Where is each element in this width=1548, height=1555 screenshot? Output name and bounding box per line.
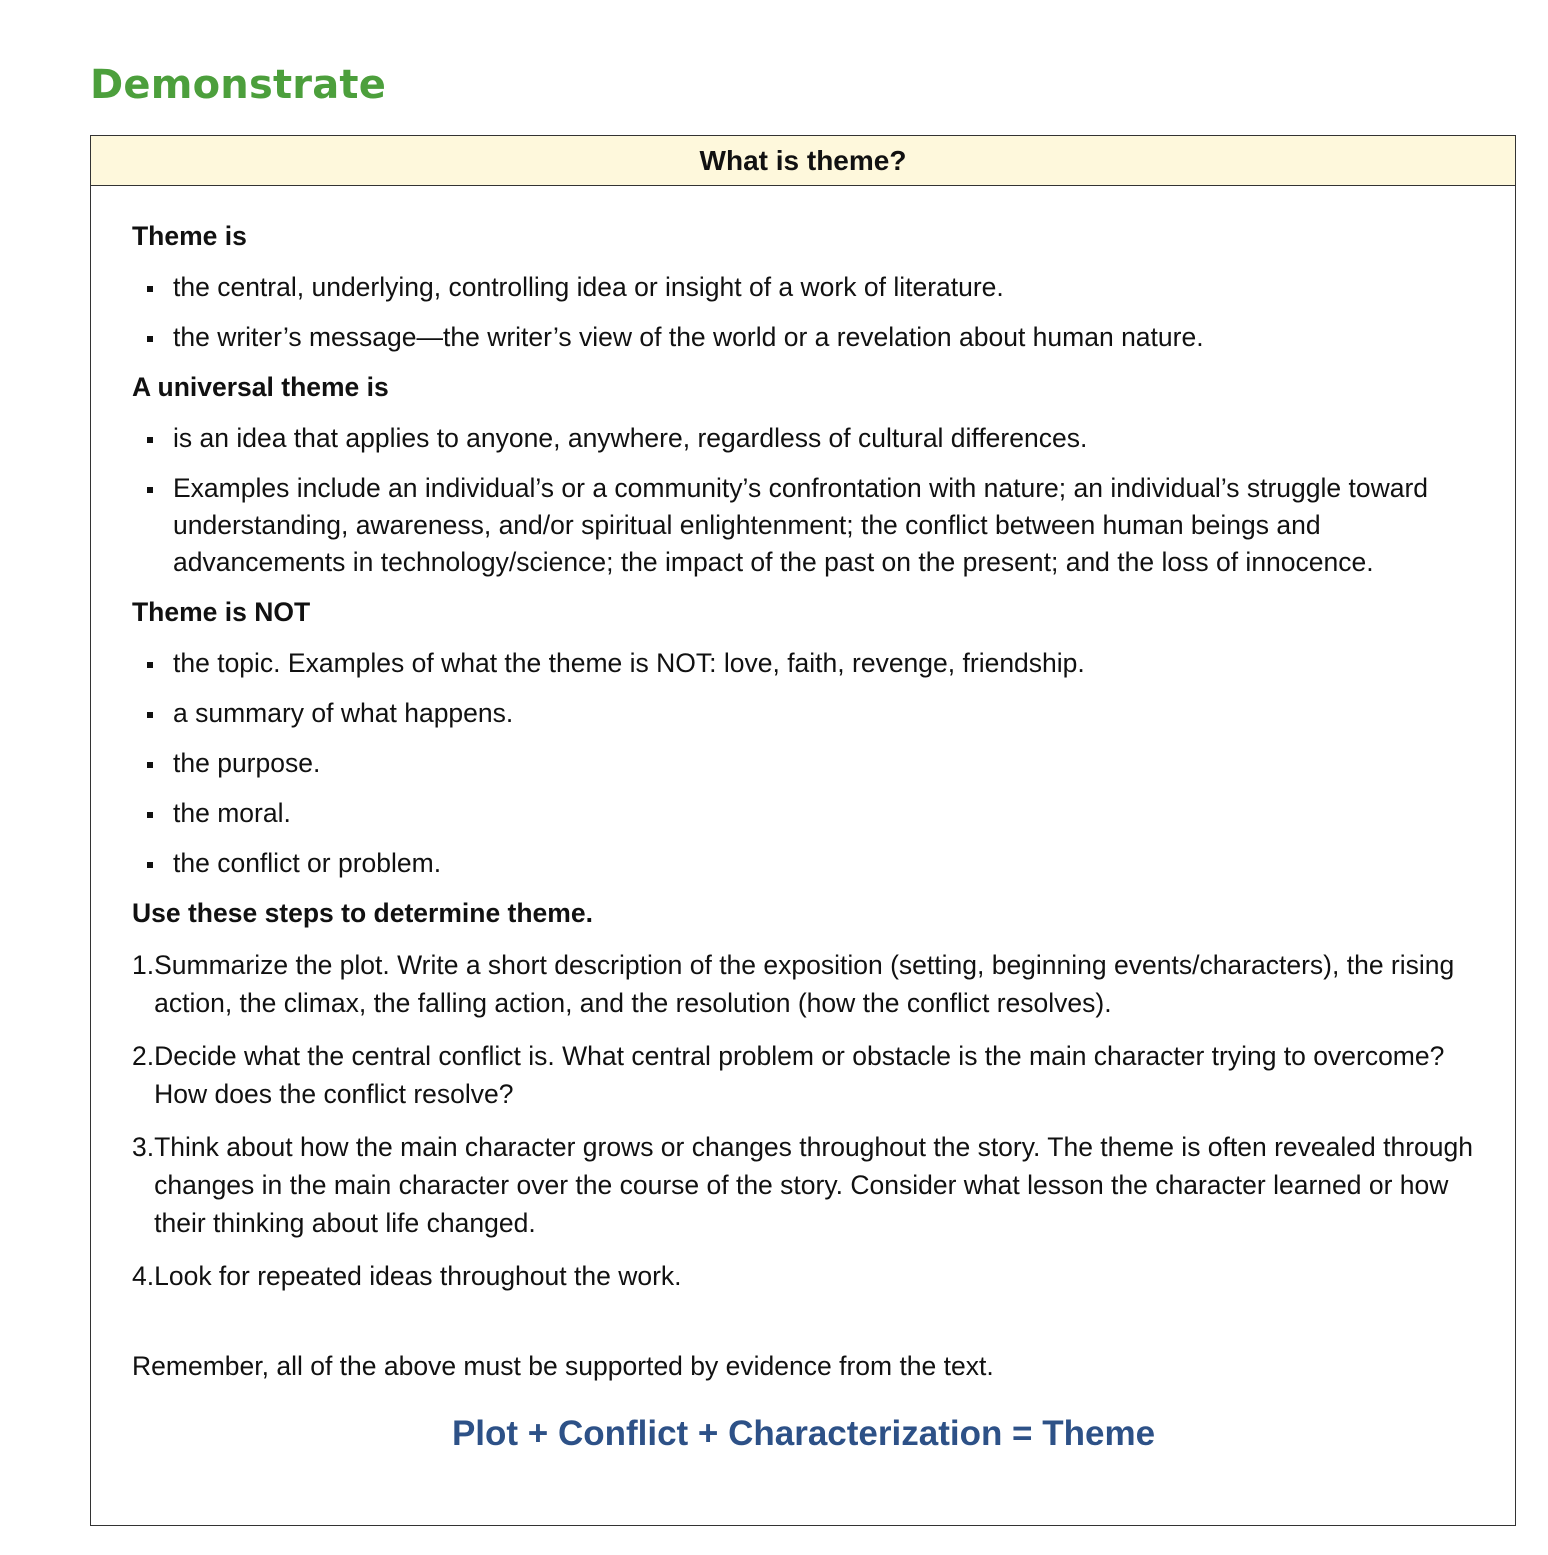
step-number: 1.: [132, 950, 155, 980]
page-title: Demonstrate: [90, 62, 387, 108]
bullet-item: a summary of what happens.: [132, 695, 1475, 732]
bullet-item: Examples include an individual’s or a community’s confrontation with nature; an individual’s struggle toward understanding, awareness, and/or spiritual enlightenment; the conflict between human beings and advancements in technology/science; the impact of the past on the present; and the loss of innocence.: [132, 470, 1475, 581]
remember-note: Remember, all of the above must be supported by evidence from the text.: [132, 1351, 994, 1381]
step-item: [132, 946, 1475, 1022]
section-theme-is-not: [132, 594, 1475, 882]
bullet-item: the moral.: [132, 795, 1475, 832]
bullet-list: [132, 269, 1475, 356]
step-number: 3.: [132, 1132, 155, 1162]
bullet-item: the central, underlying, controlling idea or insight of a work of literature.: [132, 269, 1475, 306]
bullet-list: [132, 420, 1475, 581]
steps-list: [132, 946, 1475, 1295]
section-title: Use these steps to determine theme.: [132, 898, 593, 928]
bullet-item: the writer’s message—the writer’s view of the world or a revelation about human nature.: [132, 319, 1475, 356]
step-item: [132, 1037, 1475, 1113]
step-number: 2.: [132, 1041, 155, 1071]
bullet-item: the purpose.: [132, 745, 1475, 782]
section-steps: [132, 895, 1475, 1295]
step-text: Summarize the plot. Write a short description of the exposition (setting, beginning events/characters), the rising action, the climax, the falling action, and the resolution (how the conflict resolves).: [154, 950, 1455, 1018]
bullet-item: is an idea that applies to anyone, anywhere, regardless of cultural differences.: [132, 420, 1475, 457]
section-universal-theme: [132, 369, 1475, 581]
box-title: What is theme?: [91, 136, 1515, 186]
step-number: 4.: [132, 1261, 155, 1291]
box-body: [91, 186, 1515, 1457]
section-title: Theme is: [132, 221, 247, 251]
bullet-item: the topic. Examples of what the theme is NOT: love, faith, revenge, friendship.: [132, 645, 1475, 682]
bullet-list: [132, 645, 1475, 882]
theme-info-box: [90, 135, 1516, 1526]
theme-formula: Plot + Conflict + Characterization = Theme: [451, 1414, 1156, 1453]
step-text: Decide what the central conflict is. What central problem or obstacle is the main character trying to overcome? How does the conflict resolve?: [154, 1041, 1445, 1109]
section-theme-is: [132, 218, 1475, 356]
section-title: A universal theme is: [132, 372, 389, 402]
section-title: Theme is NOT: [132, 597, 311, 627]
step-text: Think about how the main character grows or changes throughout the story. The theme is often revealed through changes in the main character over the course of the story. Consider what lesson the character learned or how their thinking about life changed.: [154, 1132, 1474, 1238]
bullet-item: the conflict or problem.: [132, 845, 1475, 882]
step-item: [132, 1257, 1475, 1295]
step-item: [132, 1128, 1475, 1242]
step-text: Look for repeated ideas throughout the work.: [154, 1261, 682, 1291]
